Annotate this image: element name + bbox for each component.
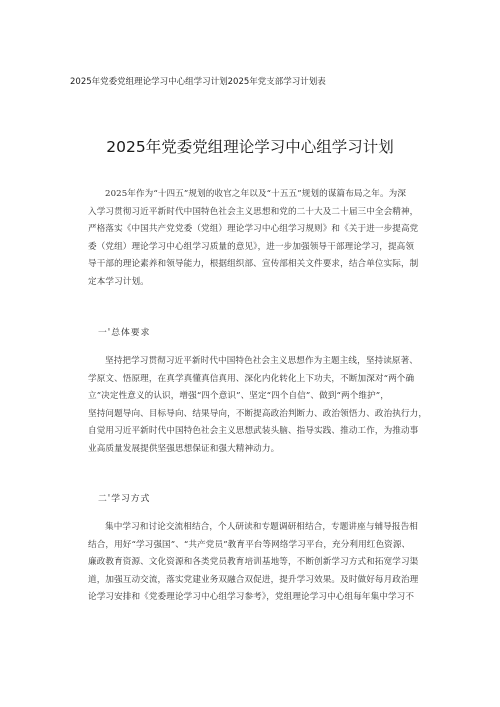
paragraph-line: 论学习安排和《党委理论学习中心组学习参考》，党组理论学习中心组每年集中学习不 (88, 592, 415, 603)
paragraph-line: 导干部的理论素养和领导能力，根据组织部、宣传部相关文件要求，结合单位实际，制 (88, 259, 419, 270)
paragraph-line: 坚持问题导向、目标导向、结果导向，不断提高政治判断力、政治领悟力、政治执行力， (88, 408, 428, 419)
paragraph-line: 严格落实《中国共产党党委（党组）理论学习中心组学习规则》和《关于进一步提高党 (88, 224, 419, 235)
paragraph-line: 委（党组）理论学习中心组学习质量的意见》，进一步加强领导干部理论学习，提高领 (88, 241, 415, 252)
paragraph-line: 集中学习和讨论交流相结合，个人研读和专题调研相结合，专题讲座与辅导报告相 (105, 522, 418, 532)
paragraph-line: 结合，用好“学习强国”、“共产党员”教育平台等网络学习平台，充分利用红色资源、 (88, 539, 411, 550)
study-methods-paragraph (88, 519, 421, 607)
paragraph-line: 业高质量发展提供坚强思想保证和强大精神动力。 (88, 443, 280, 454)
running-header: 2025年党委党组理论学习中心组学习计划2025年党支部学习计划表 (70, 77, 326, 87)
paragraph-line: 入学习贯彻习近平新时代中国特色社会主义思想和党的二十大及二十届三中全会精神， (88, 206, 419, 217)
paragraph-line: 自觉用习近平新时代中国特色社会主义思想武装头脑、指导实践、推动工作，为推动事 (88, 426, 419, 437)
section-heading-general-requirements: 一'总体要求 (98, 328, 151, 338)
paragraph-line: 学原文、悟原理，在真学真懂真信真用、深化内化转化上下功夫，不断加深对“两个确 (88, 373, 415, 384)
intro-paragraph (88, 186, 421, 292)
paragraph-line: 定本学习计划。 (88, 276, 149, 287)
paragraph-line: 道，加强互动交流，落实党建业务双融合双促进，提升学习效果。及时做好每月政治理 (88, 574, 419, 585)
paragraph-line: 2025年作为“十四五”规划的收官之年以及“十五五”规划的谋篇布局之年。为深 (105, 189, 407, 199)
paragraph-line: 坚持把学习贯彻习近平新时代中国特色社会主义思想作为主题主线，坚持读原著、 (105, 356, 418, 366)
paragraph-line: 廉政教育资源、文化资源和各类党员教育培训基地等，不断创新学习方式和拓宽学习渠 (88, 557, 419, 568)
document-title: 2025年党委党组理论学习中心组学习计划 (106, 138, 394, 156)
section-heading-study-methods: 二'学习方式 (98, 494, 151, 504)
general-requirements-paragraph (88, 353, 428, 459)
paragraph-line: 立”决定性意义的认识，增强“四个意识”、坚定“四个自信”、做到“两个维护”， (88, 391, 389, 402)
